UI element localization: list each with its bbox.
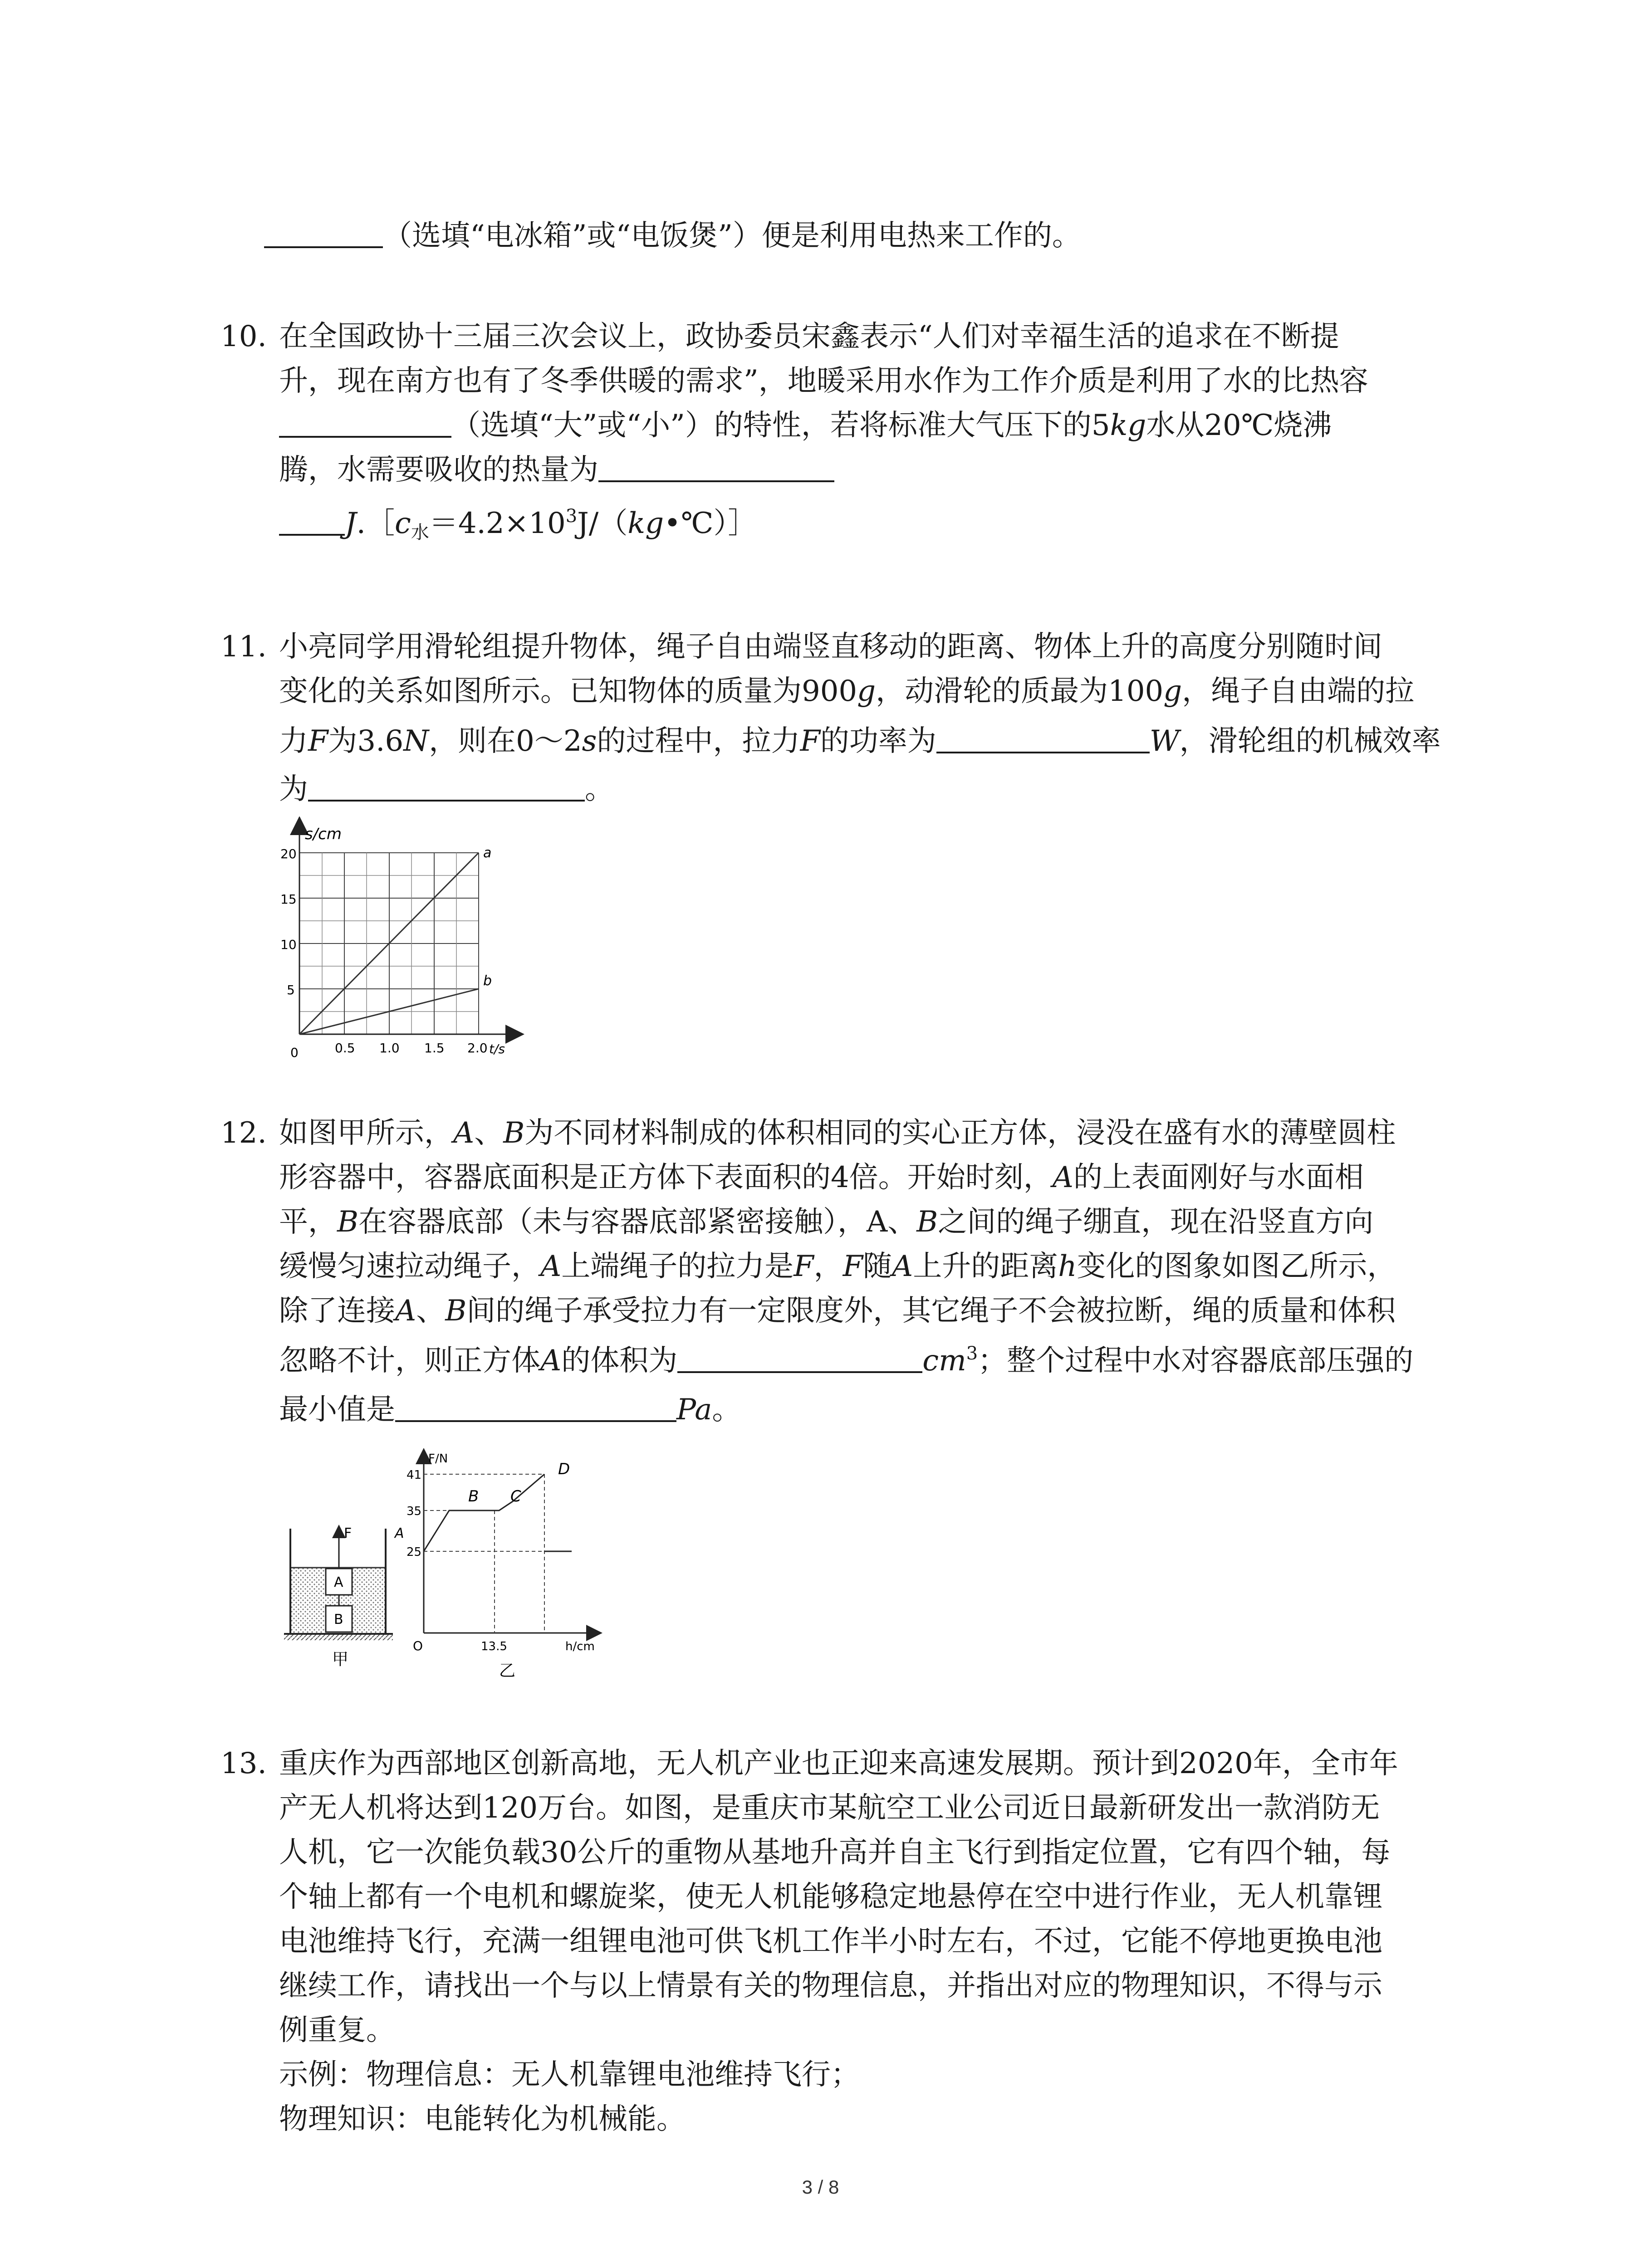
q13-line-6: 继续工作，请找出一个与以上情景有关的物理信息，并指出对应的物理知识，不得与示 (279, 1969, 1382, 2003)
q11-line-3: 力F为3.6N，则在0～2s的过程中，拉力F的功率为 W，滑轮组的机械效率 (279, 724, 1441, 758)
q11-ytick-5: 5 (287, 982, 295, 997)
q11-line-4: 为 。 (279, 772, 614, 806)
q11-ytick-20: 20 (280, 846, 297, 861)
q12-yi-ytick-25: 25 (407, 1545, 422, 1559)
q12-ground (284, 1634, 393, 1640)
q10-answer-blank-1[interactable] (279, 411, 451, 438)
q11-xtick-15: 1.5 (424, 1041, 445, 1056)
q11-y-label: s/cm (305, 825, 342, 843)
q11-xtick-20: 2.0 (467, 1041, 488, 1056)
q11-xtick-05: 0.5 (335, 1041, 355, 1056)
q11-line-2: 变化的关系如图所示。已知物体的质量为900g，动滑轮的质最为100g，绳子自由端的拉 (279, 675, 1415, 708)
q12-yi-origin: O (413, 1638, 423, 1653)
q10-answer-blank-3[interactable] (279, 508, 345, 536)
q12-line-1: 如图甲所示，A、B为不同材料制成的体积相同的实心正方体，浸没在盛有水的薄壁圆柱 (279, 1116, 1396, 1150)
q10-line-4: 腾，水需要吸收的热量为 (279, 452, 834, 488)
q11-line-1: 小亮同学用滑轮组提升物体，绳子自由端竖直移动的距离、物体上升的高度分别随时间 (279, 630, 1382, 664)
q13-line-2: 产无人机将达到120万台。如图，是重庆市某航空工业公司近日最新研发出一款消防无 (279, 1791, 1380, 1825)
q12-line-5: 除了连接A、B间的绳子承受拉力有一定限度外，其它绳子不会被拉断，绳的质量和体积 (279, 1294, 1396, 1328)
q12-number: 12. (220, 1116, 267, 1150)
q9-tail-line: （选填“电冰箱”或“电饭煲”）便是利用电热来工作的。 (264, 218, 1081, 254)
q13-line-1: 重庆作为西部地区创新高地，无人机产业也正迎来高速发展期。预计到2020年，全市年 (279, 1747, 1398, 1780)
q11-xtick-0: 0 (290, 1045, 299, 1060)
q12-label-a: A (334, 1574, 343, 1590)
q10-number: 10. (220, 320, 267, 353)
q10-line-1: 在全国政协十三届三次会议上，政协委员宋鑫表示“人们对幸福生活的追求在不断提 (279, 320, 1339, 353)
q11-xtick-10: 1.0 (379, 1041, 400, 1056)
q12-caption-jia: 甲 (332, 1650, 349, 1669)
q12-line-4: 缓慢匀速拉动绳子，A上端绳子的拉力是F，F随A上升的距离h变化的图象如图乙所示， (279, 1250, 1396, 1283)
q13-number: 13. (220, 1747, 267, 1780)
q12-line-3: 平，B在容器底部（未与容器底部紧密接触），A、B之间的绳子绷直，现在沿竖直方向 (279, 1205, 1374, 1239)
q12-label-f: F (344, 1525, 352, 1541)
page-number: 3 / 8 (802, 2176, 839, 2198)
q12-line-7: 最小值是 Pa。 (279, 1393, 741, 1427)
q12-yi-ytick-35: 35 (407, 1505, 422, 1518)
q10-line-2: 升，现在南方也有了冬季供暖的需求”，地暖采用水作为工作介质是利用了水的比热容 (279, 364, 1368, 398)
q12-yi-ylabel: F/N (428, 1452, 448, 1466)
q13-line-3: 人机，它一次能负载30公斤的重物从基地升高并自主飞行到指定位置，它有四个轴，每 (279, 1836, 1391, 1869)
q13-line-7: 例重复。 (279, 2014, 395, 2047)
q11-answer-blank-2[interactable] (308, 774, 585, 802)
q12-line-6: 忽略不计，则正方体A的体积为 $cm^3$；整个过程中水对容器底部压强的 (279, 1343, 1414, 1378)
q11-ytick-15: 15 (280, 892, 297, 907)
q11-label-a: a (483, 845, 492, 861)
q12-yi-point-b: B (468, 1487, 479, 1505)
q12-figure-jia (281, 1492, 404, 1683)
q9-answer-blank[interactable] (264, 221, 383, 248)
q11-label-b: b (483, 973, 492, 989)
q12-f-h-curve (424, 1474, 544, 1551)
q10-line-3: （选填“大”或“小”）的特性，若将标准大气压下的5kg水从20℃烧沸 (279, 407, 1332, 444)
q11-s-t-graph (272, 816, 544, 1070)
q11-answer-blank-1[interactable] (936, 726, 1150, 753)
q11-x-label: t/s (489, 1041, 505, 1056)
q12-caption-yi: 乙 (499, 1662, 516, 1680)
q12-answer-blank-2[interactable] (395, 1395, 676, 1422)
q12-label-b: B (334, 1612, 343, 1628)
q12-yi-point-c: C (510, 1487, 521, 1505)
q11-number: 11. (220, 630, 267, 664)
q12-yi-xlabel: h/cm (565, 1640, 595, 1653)
q12-figure-yi (390, 1447, 662, 1683)
q11-ytick-10: 10 (280, 937, 297, 952)
q13-example-info: 示例：物理信息：无人机靠锂电池维持飞行； (279, 2058, 860, 2092)
q12-answer-blank-1[interactable] (677, 1346, 922, 1373)
q12-yi-xtick: 13.5 (481, 1640, 507, 1653)
q10-answer-blank-2[interactable] (598, 455, 834, 482)
q10-line-5: $J.[c_水=4.2\times 10^3J/(kg•℃)]$ (279, 505, 757, 542)
q12-left-a: A (395, 1525, 404, 1541)
q12-line-2: 形容器中，容器底面积是正方体下表面积的4倍。开始时刻，A的上表面刚好与水面相 (279, 1161, 1364, 1194)
q12-yi-point-d: D (558, 1460, 570, 1478)
q13-example-knowledge: 物理知识：电能转化为机械能。 (279, 2102, 686, 2136)
q13-line-5: 电池维持飞行，充满一组锂电池可供飞机工作半小时左右，不过，它能不停地更换电池 (279, 1925, 1382, 1958)
q12-yi-ytick-41: 41 (407, 1468, 422, 1482)
q13-line-4: 个轴上都有一个电机和螺旋桨，使无人机能够稳定地悬停在空中进行作业，无人机靠锂 (279, 1880, 1382, 1914)
